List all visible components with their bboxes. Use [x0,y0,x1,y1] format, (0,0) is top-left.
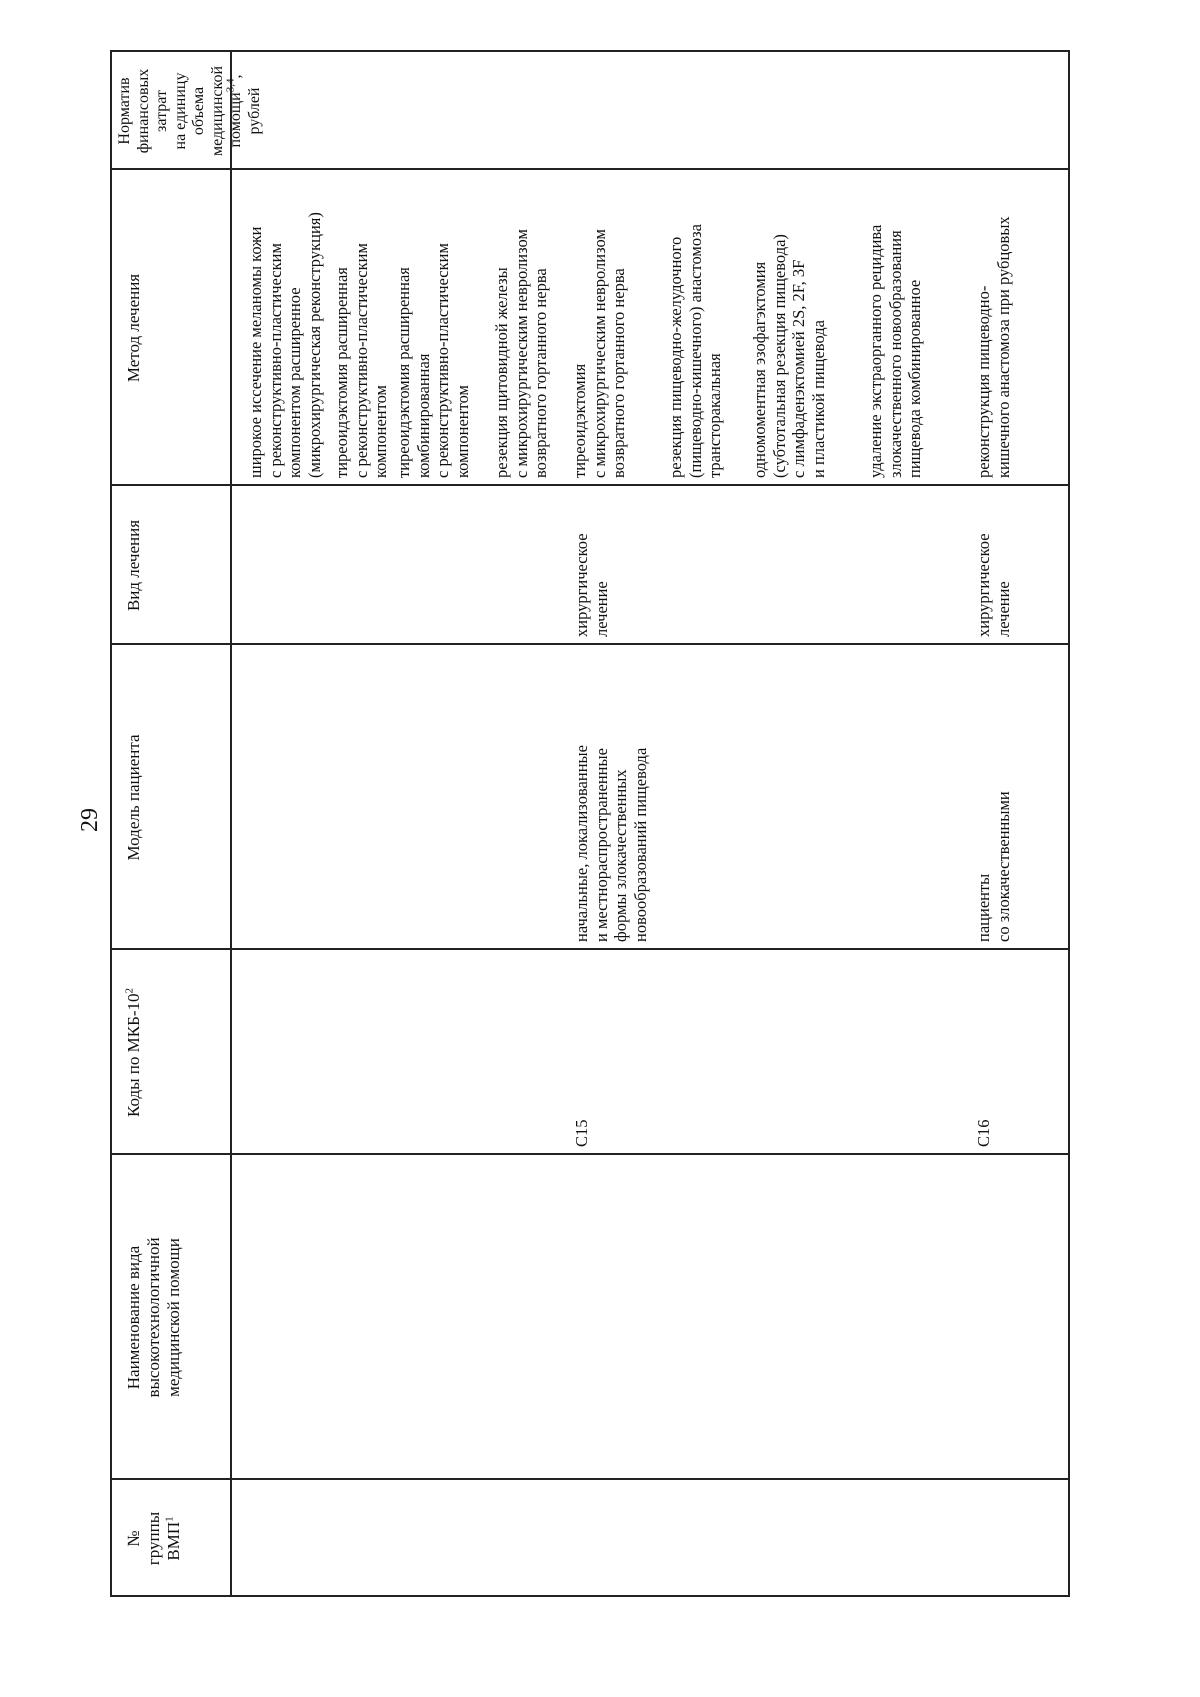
patient-model-cell [974,651,1013,942]
treatment-type-cell [572,492,611,637]
cell-line: тиреоидэктомия [570,363,589,478]
cell-line: со злокачественными [993,791,1013,942]
cell-line: с микрохирургическим невролизом [589,229,609,478]
cell-line: начальные, локализованные [572,745,591,942]
header-line: Норматив [116,77,133,145]
cell-line: тиреоидэктомия расширенная [394,267,413,478]
header-line: группы [144,1511,163,1566]
method-entry [394,176,472,478]
header-line: финансовых затрат [134,68,170,154]
header-cost-standard [110,52,263,170]
cell-line: с реконструктивно-пластическим [351,243,371,478]
treatment-type-cell [974,492,1013,637]
cell-line: злокачественного новообразования [885,230,905,478]
page-number: 29 [77,808,103,832]
header-icd-codes: Коды по МКБ-$10^2$ [123,987,143,1118]
cell-line: одномоментная эзофагэктомия [750,261,769,478]
icd-code-cell: C16 [974,1119,993,1147]
method-entry [974,176,1013,478]
col-care-type-name [110,1155,1070,1480]
cell-line: резекция пищеводно-желудочного [666,236,685,478]
cell-line: формы злокачественных [611,769,630,942]
cell-line: тиреоидэктомия расширенная [332,267,351,478]
method-entry [666,176,725,478]
cell-line: пищевода комбинированное [905,279,924,478]
cell-line: трансторакальная [705,353,724,478]
cell-line: компонентом расширенное [285,287,304,478]
cell-line: и местнораспространенные [591,748,611,942]
cell-line: с реконструктивно-пластическим [265,243,285,478]
cell-line: хирургическое [974,533,993,637]
cell-line: кишечного анастомоза при рубцовых [993,216,1013,478]
method-entry [866,176,925,478]
header-care-type-name [110,1155,230,1480]
cell-line: компонентом [371,385,390,478]
cell-line: лечение [591,581,611,637]
header-line: высокотехнологичной [144,1237,163,1398]
method-entry [332,176,391,478]
cell-line: резекция щитовидной железы [492,267,511,478]
col-treatment-type [110,486,1070,645]
header-line: медицинской [208,65,226,157]
icd-code-cell: C15 [572,1119,591,1147]
col-icd-codes [110,950,1070,1155]
col-treatment-method [110,170,1070,486]
col-cost-standard [110,52,1070,170]
method-entry [492,176,551,478]
header-line: Наименование вида [124,1245,143,1390]
header-line: № [124,1530,143,1547]
cell-line: широкое иссечение меланомы кожи [246,226,265,478]
method-entry [246,176,324,478]
header-treatment-method: Метод лечения [124,273,143,383]
treatment-table [110,50,1070,1597]
method-entry [750,176,828,478]
method-entry [570,176,629,478]
header-group-number [110,1480,230,1597]
cell-line: (субтотальная резекция пищевода) [769,234,789,478]
cell-line: лечение [993,581,1013,637]
cell-line: (пищеводно-кишечного) анастомоза [685,224,705,478]
cell-line: возвратного гортанного нерва [609,268,628,478]
cell-line: с лимфаденэктомией 2S, 2F, 3F [789,259,808,478]
header-treatment-type: Вид лечения [124,519,143,612]
patient-model-cell [572,651,650,942]
cell-line: и пластикой пищевода [808,320,828,478]
cell-line: с микрохирургическим невролизом [511,229,531,478]
cell-line: хирургическое [572,533,591,637]
cell-line: компонентом [452,385,472,478]
cell-line: с реконструктивно-пластическим [433,243,452,478]
header-line: ВМП$^1$ [163,1516,183,1561]
header-line: помощи$^{3,4}$, рублей [224,74,263,148]
header-line: на единицу объема [171,72,207,150]
cell-line: комбинированная [413,353,433,478]
cell-line: реконструкция пищеводно- [974,285,993,478]
header-line: медицинской помощи [164,1238,183,1397]
cell-line: новообразований пищевода [630,747,650,942]
header-patient-model: Модель пациента [124,734,143,861]
col-patient-model [110,645,1070,950]
cell-line: (микрохирургическая реконструкция) [304,212,324,478]
cell-line: удаление экстраорганного рецидива [866,224,885,478]
cell-line: возвратного гортанного нерва [531,268,550,478]
col-group-number [110,1480,1070,1597]
cell-line: пациенты [974,873,993,942]
